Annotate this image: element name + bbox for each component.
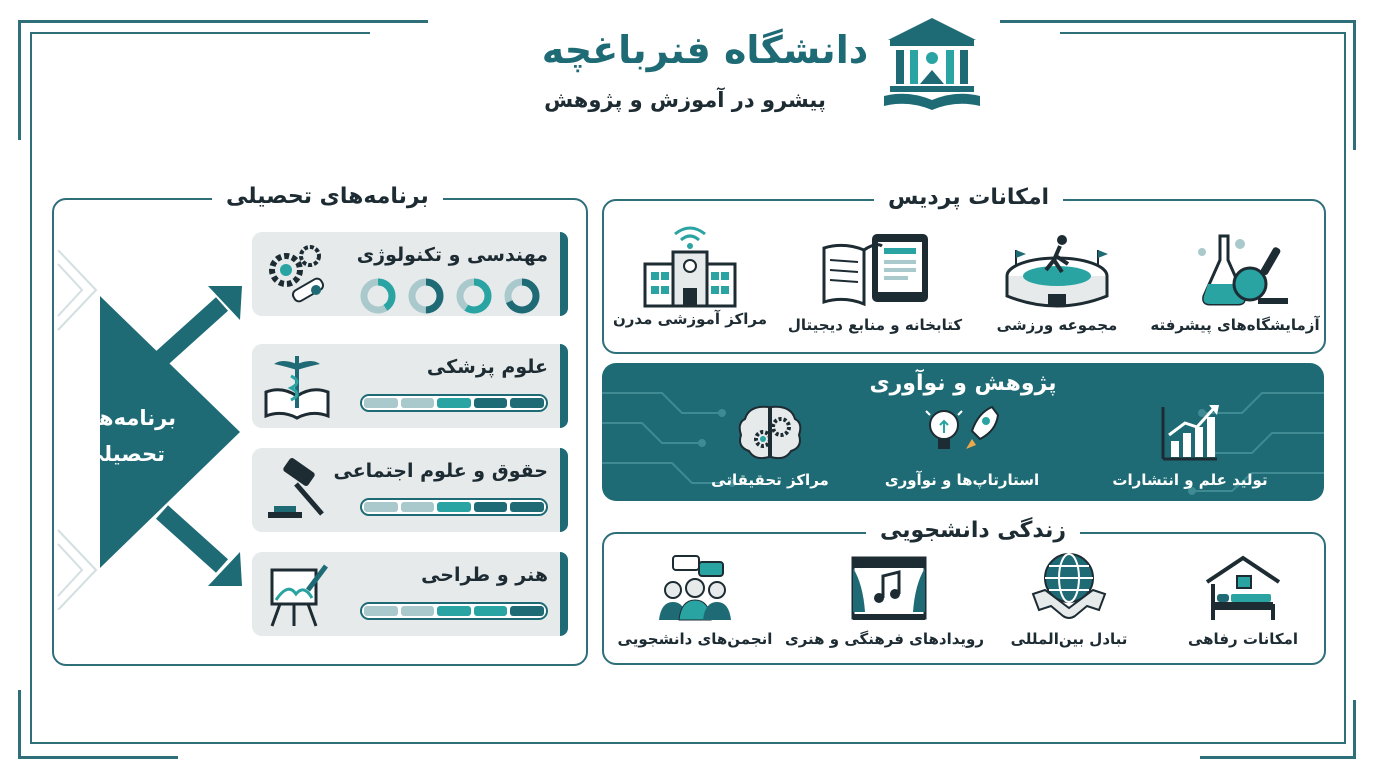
frame-right-bottom	[1353, 700, 1356, 758]
lab-flask-microscope-icon	[1180, 232, 1290, 310]
research-label: مراکز تحقیقاتی	[711, 471, 829, 489]
book-tablet-icon	[820, 232, 930, 310]
branch-arrow-down	[150, 500, 250, 594]
university-title: دانشگاه فنرباغچه	[541, 28, 869, 72]
life-label: امکانات رفاهی	[1187, 630, 1298, 648]
dorm-bed-icon	[1203, 554, 1283, 624]
frame-left-bottom	[18, 690, 21, 758]
frame-left	[18, 20, 21, 140]
university-book-icon	[880, 14, 984, 116]
progress-bar-medicine	[360, 394, 548, 412]
program-card-law[interactable]	[252, 448, 568, 532]
life-exchange[interactable]	[974, 550, 1164, 648]
frame-right	[1353, 20, 1356, 150]
gears-diploma-icon	[262, 240, 332, 314]
frame-bottom	[18, 756, 178, 759]
research-item-publications[interactable]	[1090, 403, 1290, 489]
brain-gear-icon	[735, 403, 805, 463]
research-label: تولید علم و انتشارات	[1112, 471, 1268, 489]
facility-label: مراکز آموزشی مدرن	[612, 310, 768, 328]
life-welfare[interactable]	[1148, 554, 1338, 648]
life-label: رویدادهای فرهنگی و هنری	[784, 630, 984, 648]
life-associations[interactable]	[600, 554, 790, 648]
research-item-centers[interactable]	[670, 403, 870, 489]
program-label: مهندسی و تکنولوژی	[356, 244, 548, 266]
program-card-art[interactable]	[252, 552, 568, 636]
research-label: استارتاپ‌ها و نوآوری	[884, 471, 1040, 489]
easel-icon	[262, 560, 332, 634]
programs-panel-title: برنامه‌های تحصیلی	[212, 184, 443, 209]
program-label: هنر و طراحی	[421, 564, 548, 586]
program-label: حقوق و علوم اجتماعی	[333, 460, 548, 482]
frame-top-left	[18, 20, 428, 23]
facility-label: کتابخانه و منابع دیجیتال	[787, 316, 963, 334]
frame-bottom-right	[1200, 756, 1356, 759]
program-card-medicine[interactable]	[252, 344, 568, 428]
life-label: تبادل بین‌المللی	[1010, 630, 1128, 648]
facility-label: آزمایشگاه‌های پیشرفته	[1150, 316, 1320, 334]
student-group-icon	[655, 554, 735, 624]
stadium-icon	[1002, 232, 1112, 310]
research-title: پژوهش و نوآوری	[869, 371, 1057, 396]
university-subtitle: پیشرو در آموزش و پژوهش	[544, 88, 826, 112]
card-accent	[560, 232, 568, 316]
program-label: علوم پزشکی	[426, 356, 548, 378]
research-item-startups[interactable]	[862, 403, 1062, 489]
card-accent	[560, 552, 568, 636]
facility-centers[interactable]	[595, 222, 785, 328]
life-label: انجمن‌های دانشجویی	[617, 630, 773, 648]
program-card-engineering[interactable]	[252, 232, 568, 316]
facility-library[interactable]	[780, 232, 970, 334]
progress-bar-law	[360, 498, 548, 516]
card-accent	[560, 448, 568, 532]
facility-sports[interactable]	[962, 232, 1152, 334]
frame-top-right-inner	[1060, 32, 1346, 34]
growth-chart-icon	[1159, 403, 1221, 463]
donut-1	[504, 278, 540, 314]
campus-panel-title: امکانات پردیس	[874, 185, 1063, 210]
facility-labs[interactable]	[1140, 232, 1330, 334]
programs-arrow-label: برنامه‌های تحصیلی	[71, 406, 177, 466]
student-life-panel-title: زندگی دانشجویی	[866, 518, 1080, 543]
progress-donuts	[360, 278, 540, 314]
card-accent	[560, 344, 568, 428]
globe-handshake-icon	[1029, 550, 1109, 624]
research-panel	[602, 363, 1324, 501]
frame-left-inner	[30, 32, 32, 744]
frame-top-right	[1000, 20, 1356, 23]
smart-building-icon	[635, 222, 745, 310]
life-events[interactable]	[784, 554, 984, 648]
caduceus-book-icon	[262, 352, 332, 426]
gavel-icon	[262, 456, 332, 530]
frame-top-left-inner	[30, 32, 370, 34]
bulb-rocket-icon	[922, 403, 1002, 463]
stage-music-icon	[849, 554, 929, 624]
donut-2	[456, 278, 492, 314]
progress-bar-art	[360, 602, 548, 620]
donut-3	[408, 278, 444, 314]
frame-right-inner	[1344, 32, 1346, 744]
donut-4	[360, 278, 396, 314]
frame-bottom-inner	[30, 742, 1346, 744]
branch-arrow-up	[150, 282, 250, 376]
facility-label: مجموعه ورزشی	[996, 316, 1118, 334]
